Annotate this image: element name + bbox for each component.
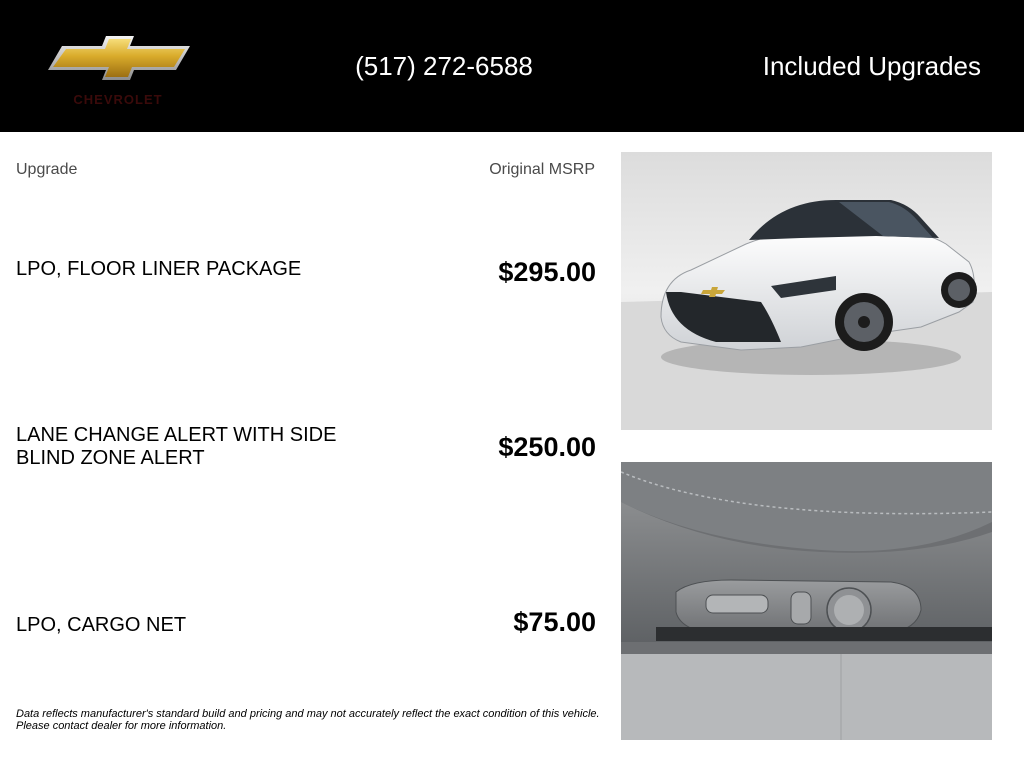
upgrade-name: LPO, FLOOR LINER PACKAGE	[16, 258, 302, 280]
dealer-phone[interactable]: (517) 272-6588	[355, 51, 533, 81]
disclaimer	[16, 708, 606, 732]
seat-controls-photo	[621, 462, 992, 740]
header-bar	[0, 0, 1024, 132]
upgrade-price: $75.00	[513, 607, 596, 637]
upgrade-name: LANE CHANGE ALERT WITH SIDE BLIND ZONE ALERT	[16, 424, 337, 469]
msrp-column-header: Original MSRP	[489, 161, 595, 178]
vehicle-exterior-photo	[621, 152, 992, 430]
disclaimer-line: Please contact dealer for more information.	[16, 720, 227, 732]
disclaimer-line: Data reflects manufacturer's standard build and pricing and may not accurately reflect the exact condition of this vehicle.	[16, 708, 600, 720]
brand-wordmark: CHEVROLET	[73, 92, 163, 107]
chevrolet-logo[interactable]	[44, 34, 192, 110]
upgrade-column-header: Upgrade	[16, 161, 78, 178]
page-title: Included Upgrades	[762, 51, 981, 81]
bowtie-icon	[44, 34, 192, 110]
upgrade-price: $295.00	[498, 257, 596, 287]
upgrade-name: LPO, CARGO NET	[16, 614, 187, 636]
upgrade-price: $250.00	[498, 432, 596, 462]
